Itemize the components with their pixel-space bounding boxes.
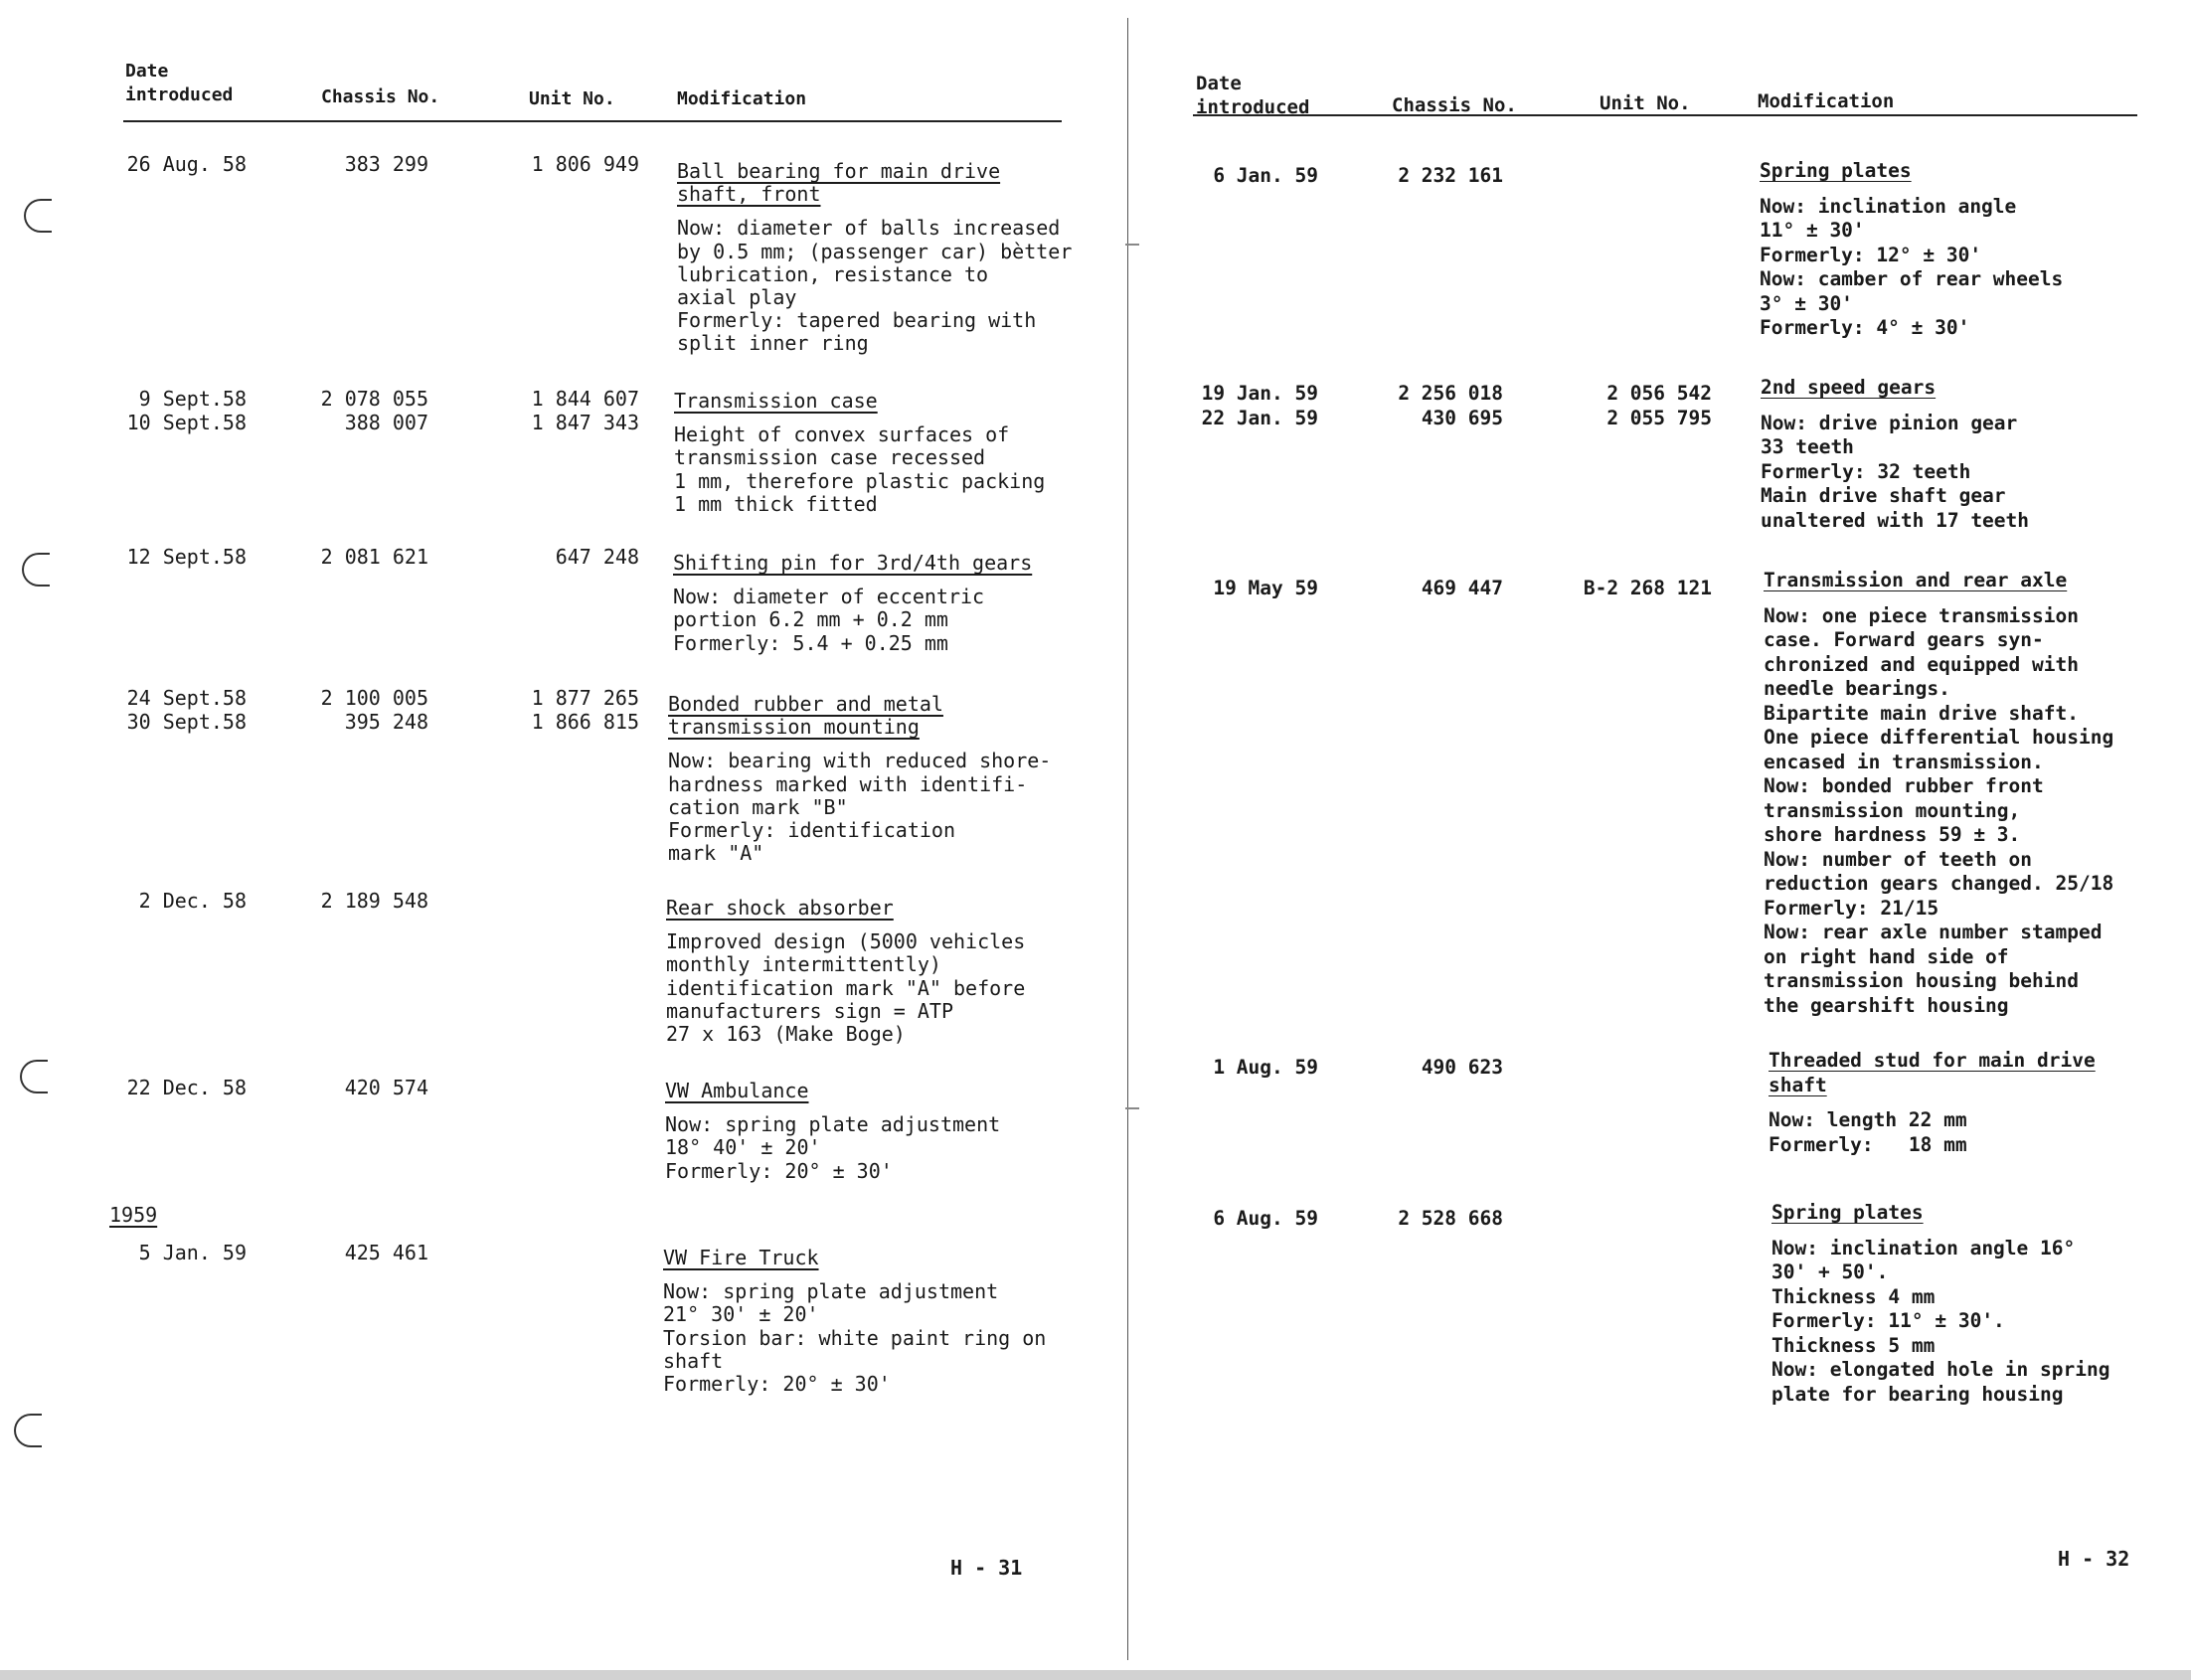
modification-line: Formerly: 20° ± 30' [665, 1158, 893, 1183]
scan-mark [1125, 244, 1139, 246]
modification-line: Formerly: identification [668, 818, 955, 843]
date-introduced: 19 May 59 [1213, 577, 1318, 599]
date-introduced: 22 Dec. 58 [126, 1076, 247, 1099]
date-introduced: 12 Sept.58 [126, 545, 247, 569]
modification-block [666, 897, 1025, 1046]
date-introduced: 19 Jan. 59 [1201, 382, 1318, 405]
modification-line: Formerly: 12° ± 30' [1760, 243, 1982, 266]
modification-line: Height of convex surfaces of [674, 422, 1010, 447]
modification-line: 11° ± 30' [1760, 219, 1865, 242]
modification-line: identification mark "A" before [666, 975, 1026, 1000]
modification-block [1761, 376, 2029, 533]
modification-block [674, 390, 1045, 516]
chassis-number: 469 447 [1421, 577, 1503, 599]
unit-number: 1 806 949 [531, 152, 639, 176]
modification-line: case. Forward gears syn- [1764, 628, 2044, 651]
unit-number: 1 844 607 [531, 387, 639, 411]
date-introduced: 24 Sept.58 [126, 686, 247, 710]
modification-block [673, 552, 1032, 655]
modification-line: Now: elongated hole in spring [1771, 1358, 2110, 1381]
header-modification: Modification [1758, 90, 1895, 112]
modification-line: by 0.5 mm; (passenger car) bètter [677, 239, 1073, 263]
modification-line: 33 teeth [1761, 435, 1854, 458]
modification-title: Spring plates [1771, 1201, 1924, 1224]
modification-line: Now: bonded rubber front [1764, 774, 2044, 797]
chassis-number: 383 299 [344, 152, 428, 176]
header-chassis: Chassis No. [321, 86, 440, 107]
modification-line: Now: rear axle number stamped [1764, 921, 2103, 943]
modification-line: Formerly: 4° ± 30' [1760, 316, 1970, 339]
modification-line: Now: drive pinion gear [1761, 411, 2018, 434]
chassis-number: 395 248 [344, 710, 428, 734]
modification-title: VW Ambulance [665, 1079, 809, 1102]
date-introduced: 6 Jan. 59 [1213, 164, 1318, 187]
modification-line: Now: camber of rear wheels [1760, 267, 2064, 290]
modification-line: Torsion bar: white paint ring on [663, 1325, 1047, 1350]
modification-block [1771, 1201, 2109, 1407]
date-introduced: 5 Jan. 59 [138, 1241, 247, 1264]
modification-line: cation mark "B" [668, 794, 848, 819]
modification-block [1769, 1049, 2096, 1157]
punch-hole-mark [14, 1414, 42, 1447]
modification-title: VW Fire Truck [663, 1246, 819, 1269]
chassis-number: 388 007 [344, 411, 428, 434]
modification-line: Now: inclination angle 16° [1771, 1236, 2076, 1260]
page-number: H - 31 [950, 1556, 1023, 1580]
modification-title: 2nd speed gears [1761, 376, 1937, 399]
modification-line: manufacturers sign = ATP [666, 998, 953, 1023]
modification-line: axial play [677, 285, 797, 310]
modification-line: Formerly: 32 teeth [1761, 459, 1971, 483]
modification-line: 18° 40' ± 20' [665, 1135, 821, 1160]
chassis-number: 490 623 [1421, 1056, 1503, 1079]
chassis-number: 420 574 [344, 1076, 428, 1099]
modification-line: Main drive shaft gear [1761, 484, 2006, 507]
modification-line: plate for bearing housing [1771, 1382, 2064, 1406]
page-gutter [1127, 18, 1128, 1660]
modification-line: transmission housing behind [1764, 969, 2079, 992]
modification-line: Formerly: tapered bearing with [677, 308, 1037, 333]
header-unit: Unit No. [529, 88, 615, 109]
modification-line: Now: spring plate adjustment [663, 1279, 999, 1304]
modification-line: shaft [663, 1348, 724, 1373]
date-introduced: 10 Sept.58 [126, 411, 247, 434]
modification-line: 27 x 163 (Make Boge) [666, 1022, 906, 1047]
date-introduced: 1 Aug. 59 [1213, 1056, 1318, 1079]
unit-number: 1 866 815 [531, 710, 639, 734]
chassis-number: 2 528 668 [1398, 1207, 1503, 1230]
modification-line: 1 mm thick fitted [674, 491, 878, 516]
modification-line: on right hand side of [1764, 944, 2009, 968]
modification-title: Transmission case [674, 389, 878, 413]
modification-title: Threaded stud for main drive shaft [1769, 1049, 2096, 1096]
scan-edge [0, 1670, 2191, 1680]
header-date: Date introduced [125, 61, 234, 105]
modification-line: Now: bearing with reduced shore- [668, 749, 1052, 773]
modification-line: encased in transmission. [1764, 750, 2044, 773]
chassis-number: 2 189 548 [320, 889, 428, 913]
chassis-number: 2 100 005 [320, 686, 428, 710]
header-rule [1193, 114, 2137, 116]
modification-line: split inner ring [677, 331, 869, 356]
date-introduced: 30 Sept.58 [126, 710, 247, 734]
modification-line: Formerly: 5.4 + 0.25 mm [673, 630, 948, 655]
modification-title: Transmission and rear axle [1764, 569, 2068, 591]
chassis-number: 425 461 [344, 1241, 428, 1264]
unit-number: 1 877 265 [531, 686, 639, 710]
modification-line: transmission case recessed [674, 445, 986, 470]
modification-line: Thickness 5 mm [1771, 1333, 1936, 1357]
modification-title: Spring plates [1760, 159, 1912, 182]
chassis-number: 2 256 018 [1398, 382, 1503, 405]
unit-number: B-2 268 121 [1583, 577, 1712, 599]
header-unit: Unit No. [1600, 92, 1691, 114]
modification-block [677, 160, 1072, 356]
modification-line: lubrication, resistance to [677, 261, 989, 286]
modification-line: needle bearings. [1764, 677, 1950, 700]
modification-line: Thickness 4 mm [1771, 1284, 1936, 1308]
punch-hole-mark [20, 1060, 48, 1093]
modification-line: Formerly: 11° ± 30'. [1771, 1309, 2005, 1332]
modification-line: Now: one piece transmission [1764, 603, 2079, 627]
modification-line: Now: length 22 mm [1769, 1108, 1967, 1131]
modification-line: 30' + 50'. [1771, 1260, 1889, 1283]
modification-line: transmission mounting, [1764, 798, 2021, 822]
modification-line: Formerly: 21/15 [1764, 896, 1939, 920]
date-introduced: 9 Sept.58 [138, 387, 247, 411]
modification-block [668, 693, 1051, 865]
modification-title: Rear shock absorber [666, 896, 894, 920]
header-rule [123, 120, 1062, 122]
punch-hole-mark [22, 553, 50, 587]
modification-line: unaltered with 17 teeth [1761, 508, 2030, 532]
modification-line: hardness marked with identifi- [668, 771, 1028, 796]
unit-number: 2 055 795 [1606, 406, 1712, 429]
modification-line: Now: inclination angle [1760, 194, 2017, 218]
unit-number: 1 847 343 [531, 411, 639, 434]
chassis-number: 430 695 [1421, 406, 1503, 429]
modification-line: mark "A" [668, 841, 764, 866]
header-modification: Modification [677, 88, 807, 109]
header-date: Date introduced [1196, 73, 1310, 118]
modification-line: One piece differential housing [1764, 726, 2114, 749]
chassis-number: 2 078 055 [320, 387, 428, 411]
modification-line: Formerly: 18 mm [1769, 1132, 1967, 1156]
punch-hole-mark [24, 199, 52, 233]
modification-line: the gearshift housing [1764, 993, 2009, 1017]
date-introduced: 2 Dec. 58 [138, 889, 247, 913]
modification-line: Now: number of teeth on [1764, 847, 2033, 871]
modification-title: Bonded rubber and metal transmission mounting [668, 692, 943, 740]
modification-line: chronized and equipped with [1764, 652, 2079, 676]
modification-line: Bipartite main drive shaft. [1764, 701, 2079, 725]
scan-mark [1125, 1107, 1139, 1109]
modification-line: 1 mm, therefore plastic packing [674, 468, 1046, 493]
unit-number: 2 056 542 [1606, 382, 1712, 405]
chassis-number: 2 232 161 [1398, 164, 1503, 187]
year-label: 1959 [109, 1203, 158, 1227]
date-introduced: 26 Aug. 58 [126, 152, 247, 176]
modification-line: Now: diameter of eccentric [673, 585, 985, 609]
modification-block [1764, 569, 2113, 1018]
modification-title: Shifting pin for 3rd/4th gears [673, 551, 1033, 575]
modification-line: Improved design (5000 vehicles [666, 929, 1026, 954]
modification-line: 3° ± 30' [1760, 291, 1853, 315]
chassis-number: 2 081 621 [320, 545, 428, 569]
modification-block [665, 1080, 1000, 1183]
modification-line: 21° 30' ± 20' [663, 1302, 819, 1327]
modification-line: Now: diameter of balls increased [677, 216, 1061, 241]
modification-line: monthly intermittently) [666, 952, 941, 977]
header-chassis: Chassis No. [1392, 94, 1517, 116]
modification-line: portion 6.2 mm + 0.2 mm [673, 607, 948, 632]
modification-block [663, 1247, 1046, 1396]
date-introduced: 22 Jan. 59 [1201, 406, 1318, 429]
modification-block [1760, 159, 2063, 341]
modification-title: Ball bearing for main drive shaft, front [677, 159, 1001, 207]
date-introduced: 6 Aug. 59 [1213, 1207, 1318, 1230]
modification-line: reduction gears changed. 25/18 [1764, 872, 2114, 895]
page-number: H - 32 [2058, 1547, 2130, 1571]
modification-line: shore hardness 59 ± 3. [1764, 823, 2021, 846]
modification-line: Now: spring plate adjustment [665, 1112, 1001, 1137]
unit-number: 647 248 [555, 545, 639, 569]
modification-line: Formerly: 20° ± 30' [663, 1372, 891, 1397]
